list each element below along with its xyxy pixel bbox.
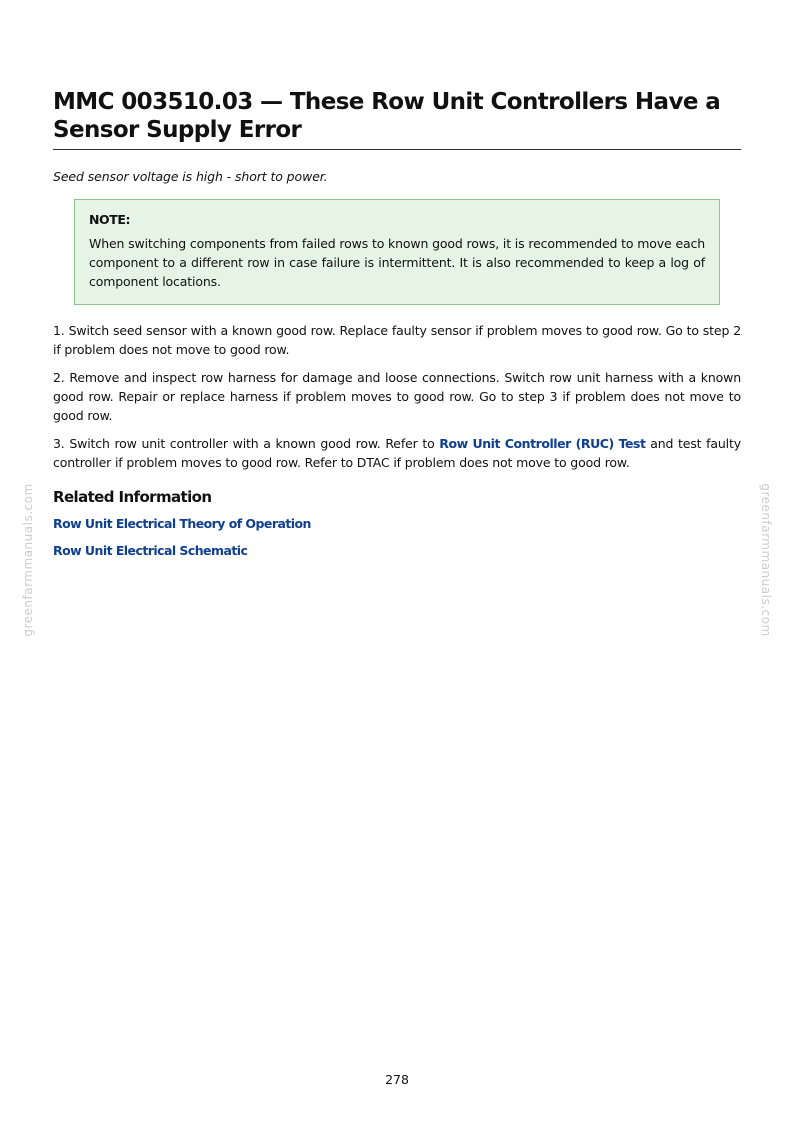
page-title: MMC 003510.03 — These Row Unit Controllers Have a Sensor Supply Error <box>53 88 741 150</box>
subtitle: Seed sensor voltage is high - short to power. <box>53 169 328 184</box>
related-link-theory-of-operation[interactable]: Row Unit Electrical Theory of Operation <box>53 516 311 531</box>
related-information-heading: Related Information <box>53 488 212 506</box>
row-unit-controller-test-link[interactable]: Row Unit Controller (RUC) Test <box>439 436 646 451</box>
related-link-electrical-schematic[interactable]: Row Unit Electrical Schematic <box>53 543 248 558</box>
note-box <box>74 199 720 305</box>
step-3-text-before: 3. Switch row unit controller with a known good row. Refer to <box>53 436 440 451</box>
step-3-text-after: and test faulty controller if problem moves to good row. Refer to DTAC if problem does not move to good row. <box>53 436 741 470</box>
step-1: 1. Switch seed sensor with a known good row. Replace faulty sensor if problem moves to good row. Go to step 2 if problem does not move to good row. <box>53 323 741 357</box>
step-2: 2. Remove and inspect row harness for damage and loose connections. Switch row unit harness with a known good row. Repair or replace harness if problem moves to good row. Go to step 3 if problem does not move to good row. <box>53 370 741 423</box>
note-text: When switching components from failed rows to known good rows, it is recommended to move each component to a different row in case failure is intermittent. It is also recommended to keep a log of component locations. <box>89 236 705 289</box>
step-3 <box>53 434 741 472</box>
document-page <box>53 88 741 570</box>
procedure-steps <box>53 321 741 472</box>
watermark-right: greenfarmmanuals.com <box>759 483 773 637</box>
watermark-left: greenfarmmanuals.com <box>21 483 35 637</box>
page-number: 278 <box>385 1072 409 1087</box>
note-label: NOTE: <box>89 212 131 227</box>
